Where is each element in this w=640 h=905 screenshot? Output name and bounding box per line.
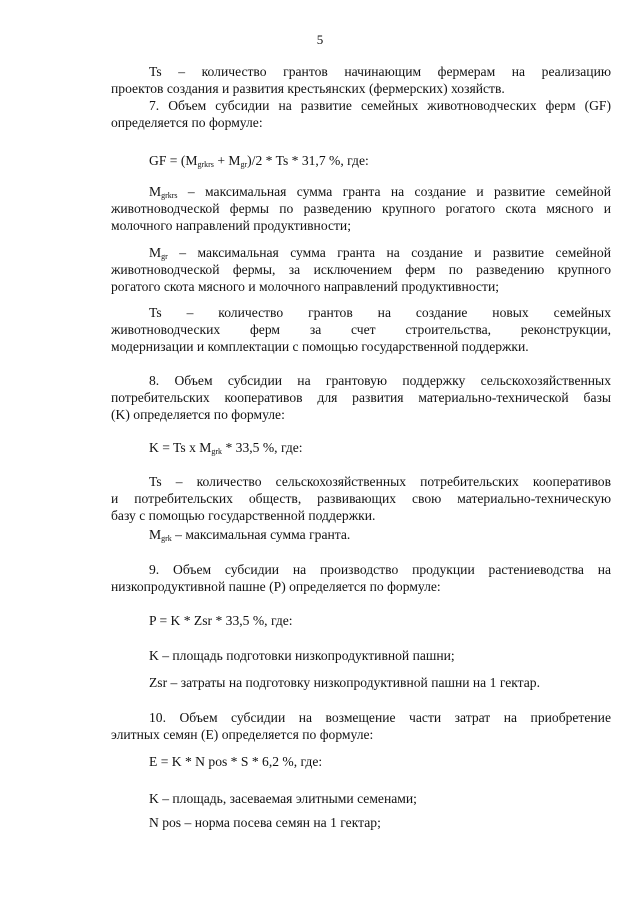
text-line: животноводческой фермы по разведению крупного рогатого скота мясного и	[111, 201, 611, 216]
definition-ts-farms	[111, 304, 611, 355]
text-line: животноводческой фермы, за исключением ферм по разведению крупного	[111, 262, 611, 277]
definition-zsr: Zsr – затраты на подготовку низкопродуктивной пашни на 1 гектар.	[149, 675, 541, 690]
definition-n-pos: N pos – норма посева семян на 1 гектар;	[149, 815, 381, 830]
text-line: определяется по формуле:	[111, 115, 263, 130]
formula-e: E = K * N pos * S * 6,2 %, где:	[149, 754, 323, 769]
definition-m-grk: $M_{grk}$ – максимальная сумма гранта.	[149, 527, 351, 543]
text-line: потребительских кооперативов для развития материально-технической базы	[111, 390, 611, 405]
text-line: 9. Объем субсидии на производство продукции растениеводства на	[149, 562, 611, 577]
ts-farmers-definition	[111, 63, 611, 97]
text-line: Ts – количество грантов на создание новых семейных	[149, 305, 611, 320]
text-line: 10. Объем субсидии на возмещение части затрат на приобретение	[149, 710, 611, 725]
paragraph-7-heading	[111, 97, 611, 131]
paragraph-9-heading	[111, 561, 611, 595]
text-line: рогатого скота мясного и молочного направлений продуктивности;	[111, 279, 499, 294]
text-line: низкопродуктивной пашне (P) определяется по формуле:	[111, 579, 441, 594]
formula-gf: GF = $(M_{grkrs} + M_{gr})/2 * Ts * 31,7$ %, где:	[149, 153, 369, 169]
text-line: модернизации и комплектации с помощью государственной поддержки.	[111, 339, 529, 354]
definition-ts-cooperatives	[111, 473, 611, 524]
text-line: 7. Объем субсидии на развитие семейных животноводческих ферм (GF)	[149, 98, 611, 113]
text-line: и потребительских обществ, развивающих свою материально-техническую	[111, 491, 611, 506]
definition-k-area: K – площадь подготовки низкопродуктивной пашни;	[149, 648, 455, 663]
definition-k-elite: K – площадь, засеваемая элитными семенами;	[149, 791, 417, 806]
page-number: 5	[316, 32, 324, 47]
text-line: $M_{gr}$ – максимальная сумма гранта на создание и развитие семейной	[149, 245, 611, 261]
definition-m-gr	[111, 244, 611, 295]
text-line: Ts – количество грантов начинающим фермерам на реализацию	[149, 64, 611, 79]
paragraph-8-heading	[111, 372, 611, 423]
paragraph-10-heading	[111, 709, 611, 743]
text-line: Ts – количество сельскохозяйственных потребительских кооперативов	[149, 474, 611, 489]
text-line: животноводческих ферм за счет строительства, реконструкции,	[111, 322, 611, 337]
formula-k: K = Ts x $M_{grk} * 33,5$ %, где:	[149, 440, 303, 456]
text-line: 8. Объем субсидии на грантовую поддержку сельскохозяйственных	[149, 373, 611, 388]
text-line: проектов создания и развития крестьянских (фермерских) хозяйств.	[111, 81, 505, 96]
text-line: (K) определяется по формуле:	[111, 407, 285, 422]
text-line: $M_{grkrs}$ – максимальная сумма гранта на создание и развитие семейной	[149, 184, 611, 200]
text-line: элитных семян (E) определяется по формуле:	[111, 727, 374, 742]
text-line: базу с помощью государственной поддержки.	[111, 508, 376, 523]
definition-m-grkrs	[111, 183, 611, 234]
text-line: молочного направлений продуктивности;	[111, 218, 351, 233]
formula-p: P = K * Zsr * 33,5 %, где:	[149, 613, 293, 628]
